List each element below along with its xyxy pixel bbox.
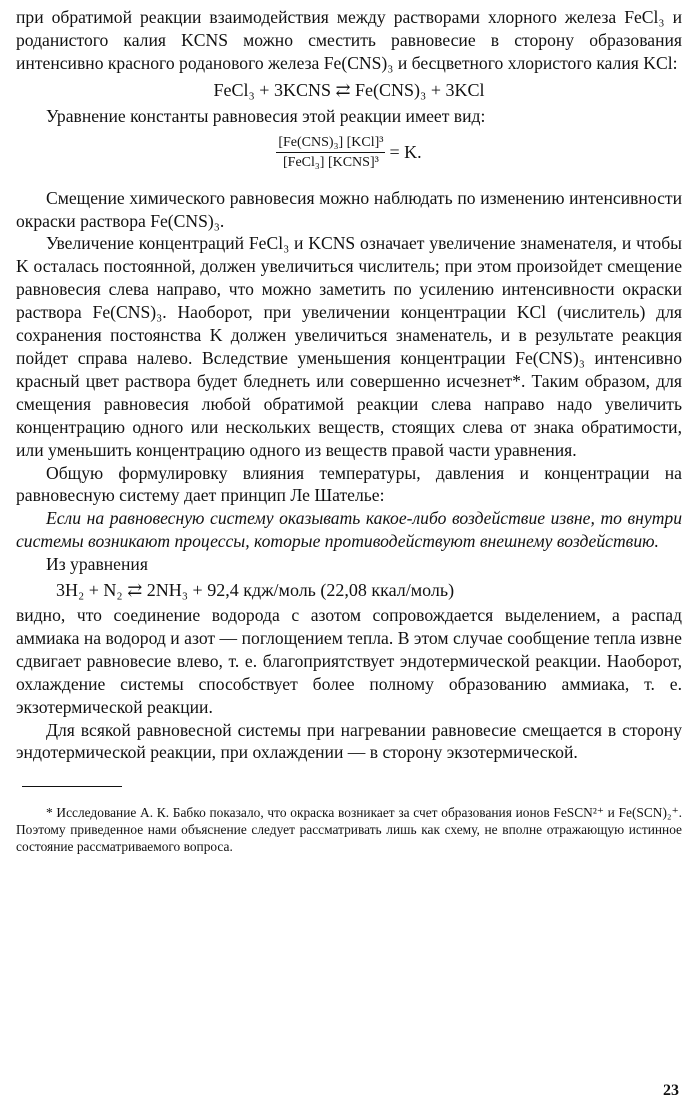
footnote-text: * Исследование А. К. Бабко показало, что окраска возникает за счет образования ионов FeSCN²⁺ и Fe(SCN)₂⁺. Поэтому приведенное нами объяснение следует рассматривать лишь как схему, не вполне отражающую истинное состояние рассматриваемого вопроса. [16,805,682,854]
paragraph-le-chatelier-intro: Общую формулировку влияния температуры, давления и концентрации на равновесную систему дает принцип Ле Шателье: [16,462,682,506]
equation-equilibrium-constant [16,134,682,171]
page-number: 23 [663,1082,679,1099]
footnote-divider [22,786,122,787]
paragraph-constant-intro: Уравнение константы равновесия этой реакции имеет вид: [46,105,486,126]
paragraph-concentration-effect: Увеличение концентраций FeCl₃ и KCNS означает увеличение знаменателя, и чтобы K осталась постоянной, должен увеличиться числитель; при этом произойдет смещение равновесия слева направо, что можно заметить по усилению интенсивности окраски раствора Fe(CNS)₃. Наоборот, при увеличении концентрации KCl (числитель) для сохранения постоянства K должен увеличиться знаменатель, и в результате реакция пойдет справа налево. Вследствие уменьшения концентрации Fe(CNS)₃ интенсивно красный цвет раствора будет бледнеть или совершенно исчезнет*. Таким образом, для смещения равновесия любой обратимой реакции слева направо надо увеличить концентрацию одного или нескольких веществ, стоящих слева от знака обратимости, или уменьшить концентрацию одного из веществ правой части уравнения. [16,233,682,460]
paragraph-intro: при обратимой реакции взаимодействия между растворами хлорного железа FeCl₃ и роданистого калия KCNS можно сместить равновесие в сторону образования интенсивно красного роданового железа Fe(CNS)₃ и бесцветного хлористого калия KCl: [16,7,682,73]
paragraph-heating-rule: Для всякой равновесной системы при нагревании равновесие смещается в сторону эндотермической реакции, при охлаждении — в сторону экзотермической. [16,719,682,763]
fraction-denominator: [FeCl₃] [KCNS]³ [283,154,379,170]
equation-fecl3-kcns: FeCl₃ + 3KCNS ⇄ Fe(CNS)₃ + 3KCl [213,79,485,100]
fraction [276,134,385,171]
paragraph-from-equation: Из уравнения [46,554,148,575]
paragraph-shift-observation: Смещение химического равновесия можно наблюдать по изменению интенсивности окраски раствора Fe(CNS)₃. [16,187,682,231]
fraction-numerator: [Fe(CNS)₃] [KCl]³ [276,134,385,153]
fraction-rhs: = K. [389,141,422,162]
paragraph-ammonia-explanation: видно, что соединение водорода с азотом сопровождается выделением, а распад аммиака на водород и азот — поглощением тепла. В этом случае сообщение тепла извне сдвигает равновесие влево, т. е. благоприятствует эндотермической реакции. Наоборот, охлаждение системы способствует более полному образованию аммиака, т. е. экзотермической реакции. [16,605,682,717]
paragraph-le-chatelier-principle: Если на равновесную систему оказывать какое-либо воздействие извне, то внутри системы возникают процессы, которые противодействуют внешнему воздействию. [16,508,682,552]
page-body [16,6,682,855]
equation-ammonia-synthesis: 3H₂ + N₂ ⇄ 2NH₃ + 92,4 кдж/моль (22,08 ккал/моль) [56,580,455,601]
